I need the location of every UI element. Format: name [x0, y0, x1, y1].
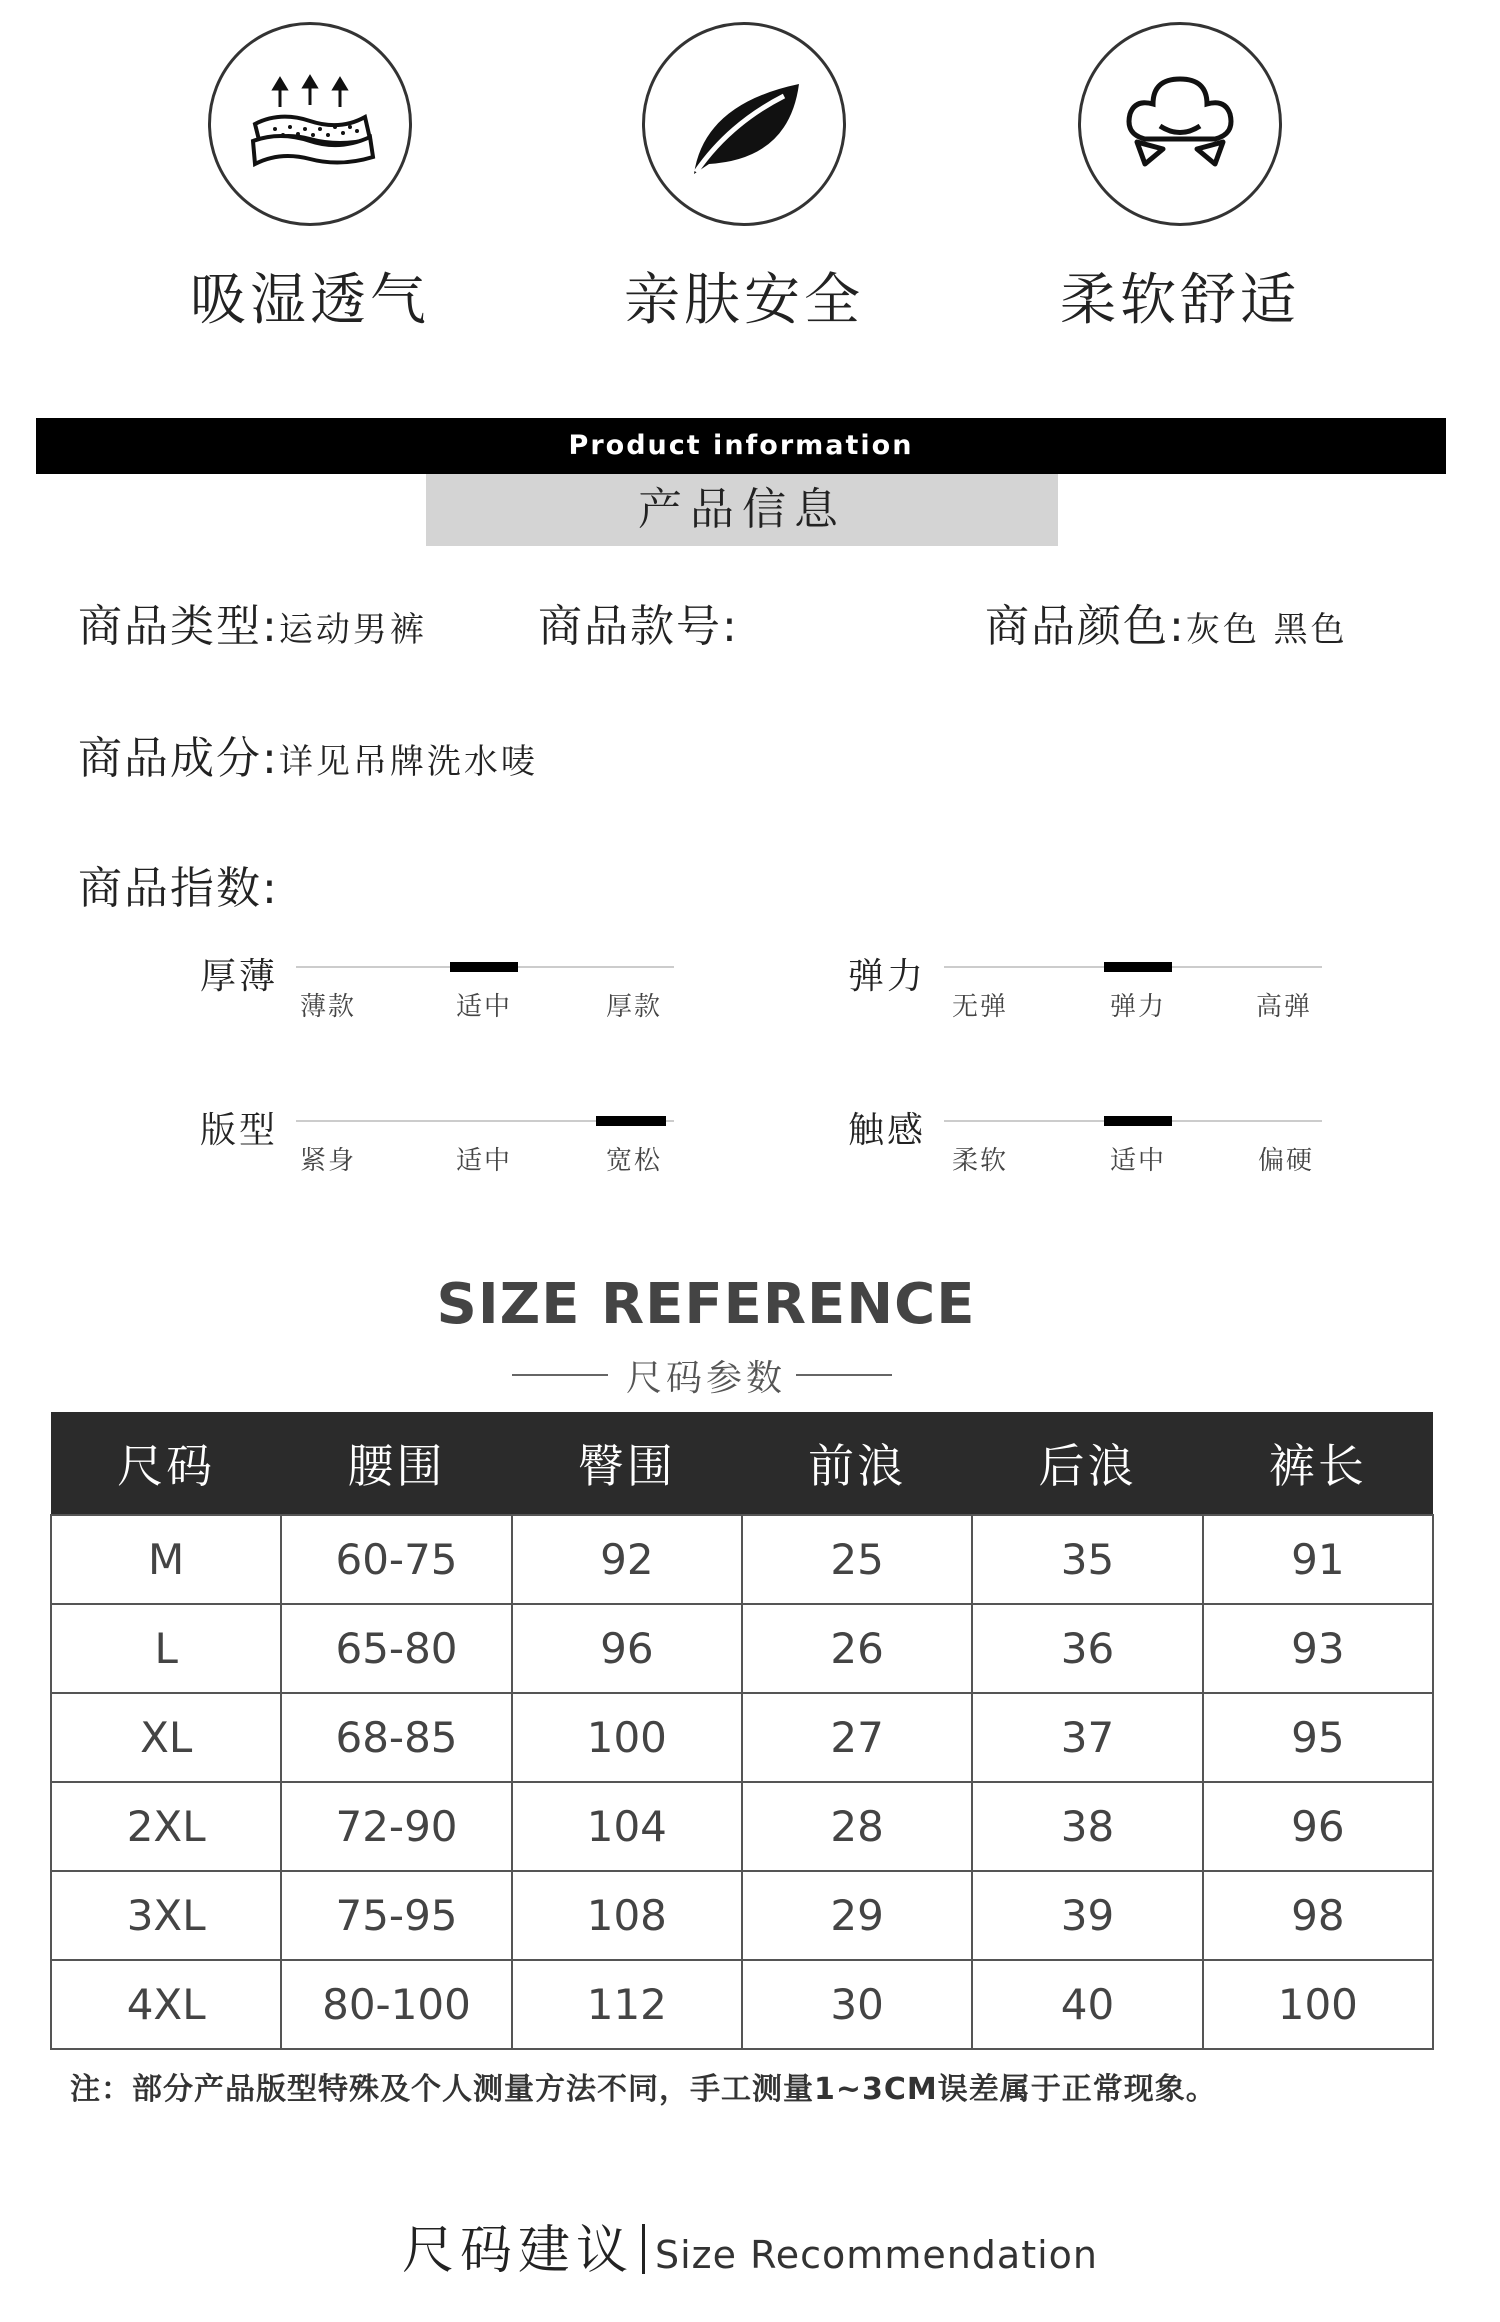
- size-reference-subtitle: 尺码参数: [625, 1358, 786, 1399]
- table-cell: 39: [972, 1871, 1202, 1960]
- feature-label: 柔软舒适: [1060, 268, 1300, 333]
- feature-circle: [642, 22, 846, 226]
- table-row: [51, 1960, 1433, 2049]
- table-cell: 96: [512, 1604, 742, 1693]
- table-cell: 28: [742, 1782, 972, 1871]
- table-row: [51, 1604, 1433, 1693]
- table-cell: 98: [1203, 1871, 1433, 1960]
- table-cell: 104: [512, 1782, 742, 1871]
- index-elasticity: [848, 948, 1328, 1038]
- scale-selected-mark: [1104, 1116, 1172, 1126]
- size-table-header: [51, 1412, 1433, 1515]
- size-recommendation-heading: [0, 2208, 1500, 2283]
- table-cell: 65-80: [281, 1604, 511, 1693]
- table-cell: 38: [972, 1782, 1202, 1871]
- table-cell: 80-100: [281, 1960, 511, 2049]
- header-cell: 臀围: [512, 1412, 742, 1515]
- header-cell: 前浪: [742, 1412, 972, 1515]
- table-cell: 4XL: [51, 1960, 281, 2049]
- table-cell: 93: [1203, 1604, 1433, 1693]
- size-table: [50, 1412, 1434, 2050]
- scale-option: 弹力: [1110, 992, 1167, 1022]
- table-cell: 2XL: [51, 1782, 281, 1871]
- cotton-icon: [1115, 64, 1245, 184]
- scale-option: 紧身: [300, 1146, 357, 1176]
- feature-circle: [208, 22, 412, 226]
- info-model-label: 商品款号:: [538, 601, 739, 652]
- subtitle-right-rule: [796, 1374, 892, 1376]
- info-color-value: 灰色 黑色: [1185, 610, 1348, 650]
- info-index-label: 商品指数:: [78, 863, 279, 914]
- info-composition-label: 商品成分:: [78, 733, 279, 784]
- table-cell: M: [51, 1515, 281, 1604]
- table-cell: 75-95: [281, 1871, 511, 1960]
- scale-selected-mark: [450, 962, 518, 972]
- info-color-label: 商品颜色:: [985, 601, 1186, 652]
- table-cell: 95: [1203, 1693, 1433, 1782]
- scale-option: 高弹: [1256, 992, 1313, 1022]
- scale-option: 柔软: [952, 1146, 1009, 1176]
- info-type: [78, 590, 427, 654]
- info-type-value: 运动男裤: [278, 610, 427, 650]
- index-name: 弹力: [848, 956, 927, 997]
- table-cell: 112: [512, 1960, 742, 2049]
- table-cell: 100: [512, 1693, 742, 1782]
- table-cell: 100: [1203, 1960, 1433, 2049]
- table-cell: 27: [742, 1693, 972, 1782]
- index-touch: [848, 1102, 1328, 1192]
- table-row: [51, 1871, 1433, 1960]
- table-cell: L: [51, 1604, 281, 1693]
- info-model: [538, 590, 739, 654]
- recommendation-divider: [642, 2224, 645, 2274]
- table-cell: 36: [972, 1604, 1202, 1693]
- header-cell: 后浪: [972, 1412, 1202, 1515]
- table-cell: 3XL: [51, 1871, 281, 1960]
- scale-option: 偏硬: [1258, 1146, 1315, 1176]
- header-cell: 腰围: [281, 1412, 511, 1515]
- recommendation-title-cn: 尺码建议: [401, 2221, 634, 2281]
- table-cell: 29: [742, 1871, 972, 1960]
- feature-soft: [1030, 22, 1330, 336]
- table-row: [51, 1515, 1433, 1604]
- table-cell: 92: [512, 1515, 742, 1604]
- breathable-fabric-icon: [235, 69, 385, 179]
- header-cell: 裤长: [1203, 1412, 1433, 1515]
- table-cell: 30: [742, 1960, 972, 2049]
- scale-option: 宽松: [606, 1146, 663, 1176]
- scale-option: 薄款: [300, 992, 357, 1022]
- table-cell: XL: [51, 1693, 281, 1782]
- measurement-note: 注：部分产品版型特殊及个人测量方法不同，手工测量1~3CM误差属于正常现象。: [70, 2072, 1217, 2107]
- scale-option: 适中: [456, 992, 513, 1022]
- info-composition: [78, 722, 538, 786]
- feature-label: 亲肤安全: [624, 268, 864, 333]
- scale-selected-mark: [1104, 962, 1172, 972]
- feature-label: 吸湿透气: [190, 268, 430, 333]
- table-cell: 25: [742, 1515, 972, 1604]
- index-name: 触感: [848, 1110, 927, 1151]
- product-info-banner: Product information: [36, 418, 1446, 474]
- info-composition-value: 详见吊牌洗水唛: [278, 742, 538, 782]
- header-cell: 尺码: [51, 1412, 281, 1515]
- recommendation-title-en: Size Recommendation: [655, 2233, 1098, 2277]
- index-name: 版型: [200, 1110, 279, 1151]
- feature-breathable: [160, 22, 460, 336]
- scale-option: 适中: [456, 1146, 513, 1176]
- index-name: 厚薄: [200, 956, 279, 997]
- scale-option: 适中: [1110, 1146, 1167, 1176]
- table-cell: 40: [972, 1960, 1202, 2049]
- info-index: [78, 852, 279, 916]
- table-cell: 37: [972, 1693, 1202, 1782]
- index-fit: [200, 1102, 680, 1192]
- table-cell: 108: [512, 1871, 742, 1960]
- table-cell: 96: [1203, 1782, 1433, 1871]
- table-cell: 68-85: [281, 1693, 511, 1782]
- size-reference-title: SIZE REFERENCE: [436, 1272, 976, 1337]
- scale-option: 无弹: [952, 992, 1009, 1022]
- info-type-label: 商品类型:: [78, 601, 279, 652]
- scale-option: 厚款: [606, 992, 663, 1022]
- table-cell: 60-75: [281, 1515, 511, 1604]
- leaf-icon: [674, 64, 814, 184]
- info-color: [985, 590, 1348, 654]
- product-info-tab: 产品信息: [426, 474, 1058, 546]
- table-cell: 26: [742, 1604, 972, 1693]
- table-cell: 91: [1203, 1515, 1433, 1604]
- index-thickness: [200, 948, 680, 1038]
- table-row: [51, 1693, 1433, 1782]
- feature-circle: [1078, 22, 1282, 226]
- table-cell: 72-90: [281, 1782, 511, 1871]
- feature-skin-safe: [594, 22, 894, 336]
- table-cell: 35: [972, 1515, 1202, 1604]
- table-row: [51, 1782, 1433, 1871]
- scale-selected-mark: [596, 1116, 666, 1126]
